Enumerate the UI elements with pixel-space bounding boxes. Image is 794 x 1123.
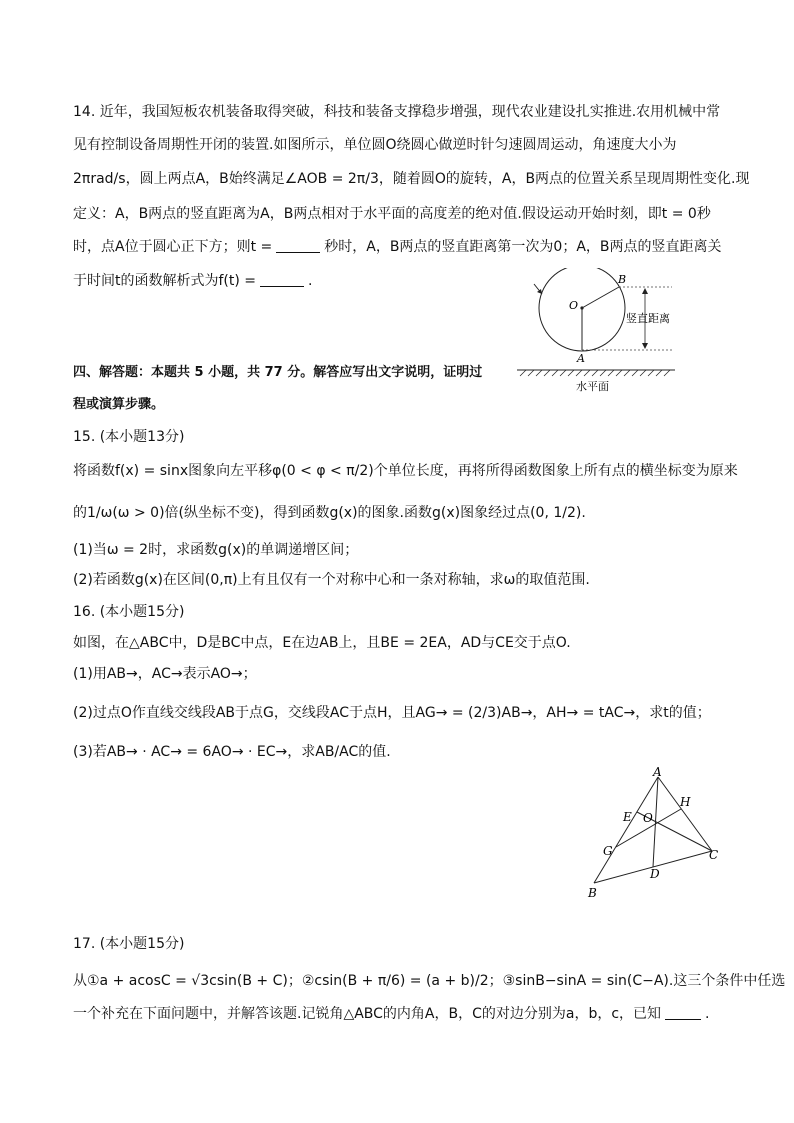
figure-rotating-circle [512, 268, 687, 396]
q16-part1: (1)用AB→，AC→表示AO→； [73, 666, 257, 682]
point-A: A [653, 765, 662, 779]
answer-blank-1 [276, 238, 320, 253]
label-horizontal-plane: 水平面 [576, 380, 609, 393]
q16-part2: (2)过点O作直线交线段AB于点G，交线段AC于点H，且AG→ = (2/3)AB→，AH→ = tAC→，求t的值； [73, 705, 711, 721]
section-heading: 四、解答题：本题共 5 小题，共 77 分。解答应写出文字说明，证明过 [73, 365, 483, 380]
q14-line2: 见有控制设备周期性开闭的装置.如图所示，单位圆O绕圆心做逆时针匀速圆周运动，角速度大小为 [73, 137, 677, 153]
q16-heading: 16. (本小题15分) [73, 604, 185, 620]
q14-line4: 定义：A，B两点的竖直距离为A，B两点相对于水平面的高度差的绝对值.假设运动开始时刻，即t = 0秒 [73, 206, 711, 222]
answer-blank-2 [260, 272, 304, 287]
answer-blank-3 [665, 1005, 701, 1020]
label-O: O [569, 299, 579, 312]
point-H: H [680, 795, 691, 809]
q15-part1: (1)当ω = 2时，求函数g(x)的单调递增区间； [73, 542, 359, 558]
q17-line2-end: . [705, 1006, 710, 1022]
q15-line1: 将函数f(x) = sinx图象向左平移φ(0 < φ < π/2)个单位长度，再将所得函数图象上所有点的横坐标变为原来 [73, 463, 738, 479]
q14-line6-part2: . [308, 273, 313, 289]
q14-line3: 2πrad/s，圆上两点A，B始终满足∠AOB = 2π/3，随着圆O的旋转，A，B两点的位置关系呈现周期性变化.现 [73, 171, 750, 187]
point-O: O [643, 811, 653, 825]
label-B: B [618, 273, 627, 286]
q16-line1: 如图，在△ABC中，D是BC中点，E在边AB上，且BE = 2EA，AD与CE交于点O. [73, 635, 571, 651]
q14-line5 [73, 237, 722, 257]
q15-line2: 的1/ω(ω > 0)倍(纵坐标不变)，得到函数g(x)的图象.函数g(x)图象经过点(0, 1/2). [73, 505, 586, 521]
q16-part3: (3)若AB→ · AC→ = 6AO→ · EC→，求AB/AC的值. [73, 744, 391, 760]
radius-OB [582, 287, 619, 308]
q15-heading: 15. (本小题13分) [73, 429, 185, 445]
q14-line1: 14. 近年，我国短板农机装备取得突破，科技和装备支撑稳步增强，现代农业建设扎实推进.农用机械中常 [73, 104, 721, 120]
point-B: B [588, 886, 597, 900]
point-C: C [709, 848, 719, 862]
q14-line5-part2: 秒时，A，B两点的竖直距离第一次为0；A，B两点的竖直距离关 [324, 239, 722, 255]
side-AC [658, 777, 712, 851]
q14-line5-part1: 时，点A位于圆心正下方；则t = [73, 239, 273, 255]
figure-triangle [585, 765, 725, 905]
center-point [580, 306, 583, 309]
q17-line2-text: 一个补充在下面问题中，并解答该题.记锐角△ABC的内角A，B，C的对边分别为a，b，c，已知 [73, 1006, 662, 1022]
q15-part2: (2)若函数g(x)在区间(0,π)上有且仅有一个对称中心和一条对称轴，求ω的取值范围. [73, 572, 590, 588]
label-vertical-distance: 竖直距离 [626, 312, 670, 325]
point-E: E [623, 810, 632, 824]
ground-hatching [520, 370, 670, 376]
q14-line6-part1: 于时间t的函数解析式为f(t) = [73, 273, 257, 289]
point-D: D [650, 867, 660, 881]
point-G: G [603, 844, 613, 858]
section-heading-cont: 程或演算步骤。 [73, 397, 165, 412]
side-AB [594, 777, 658, 883]
q17-line2 [73, 1004, 710, 1024]
q17-heading: 17. (本小题15分) [73, 936, 185, 952]
q17-line1: 从①a + acosC = √3csin(B + C)；②csin(B + π/6) = (a + b)/2；③sinB−sinA = sin(C−A).这三个条件中任选 [73, 973, 786, 989]
label-A: A [577, 352, 585, 365]
q14-line6 [73, 271, 312, 291]
